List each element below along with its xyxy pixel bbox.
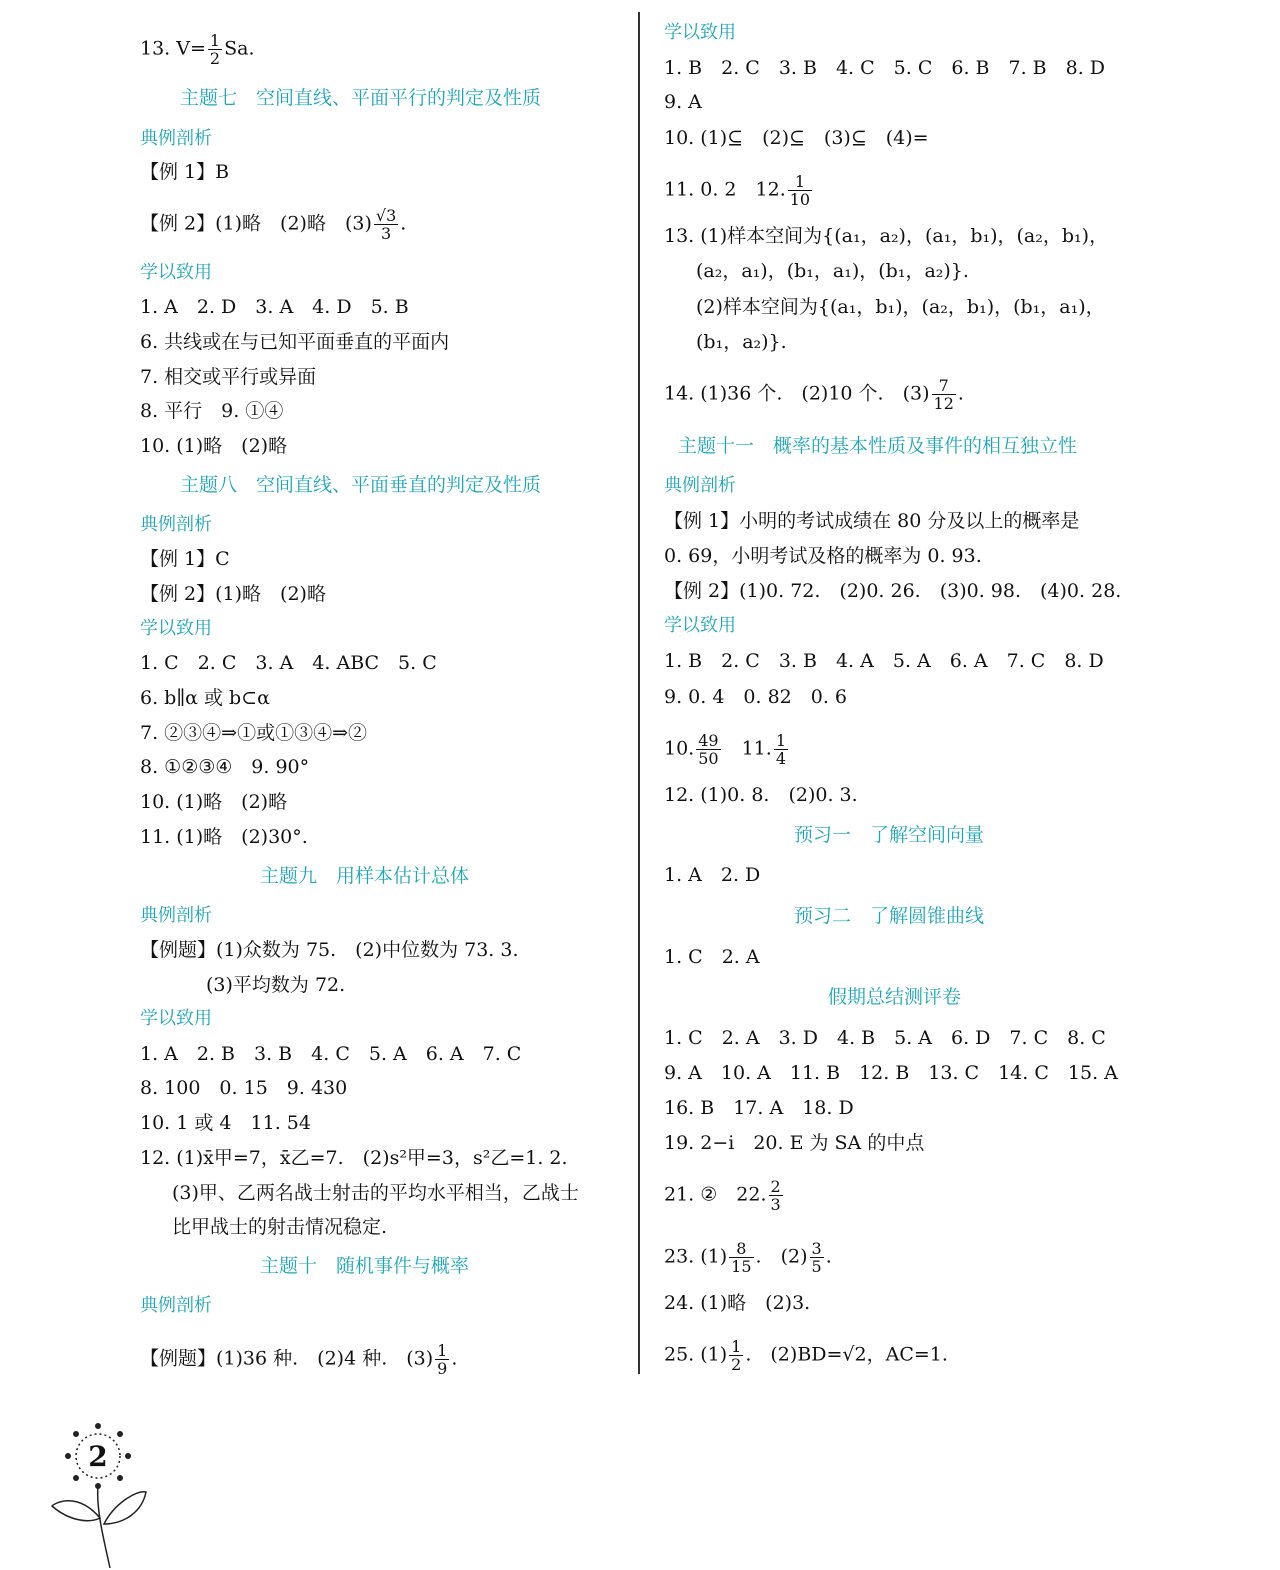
fraction bbox=[374, 207, 398, 242]
fraction-denominator: 15 bbox=[731, 1257, 752, 1276]
answer-text: . bbox=[451, 1347, 458, 1370]
answer-text: 11. 0. 2 12. bbox=[664, 178, 786, 201]
fraction bbox=[769, 1178, 783, 1213]
answer-line: 1. C 2. C 3. A 4. ABC 5. C bbox=[140, 652, 437, 674]
fraction-numerator: 7 bbox=[932, 377, 956, 395]
fraction-numerator: 2 bbox=[770, 1177, 781, 1196]
subheading-practice: 学以致用 bbox=[140, 618, 212, 639]
subheading-examples: 典例剖析 bbox=[140, 905, 212, 926]
answer-line: 【例题】(1)众数为 75. (2)中位数为 73. 3. bbox=[140, 939, 519, 961]
fraction-denominator: 4 bbox=[775, 749, 786, 768]
answer-line: (b₁，a₂)}. bbox=[696, 331, 787, 353]
answer-line bbox=[140, 207, 406, 242]
fraction-numerator: 1 bbox=[775, 731, 786, 750]
answer-line bbox=[664, 732, 790, 767]
answer-line: (2)样本空间为{(a₁，b₁)，(a₂，b₁)，(b₁，a₁)， bbox=[696, 296, 1105, 318]
answer-line: 9. 0. 4 0. 82 0. 6 bbox=[664, 686, 848, 708]
answer-line: 【例 1】C bbox=[140, 548, 230, 570]
fraction-denominator: 9 bbox=[437, 1359, 448, 1378]
fraction-denominator: 2 bbox=[209, 49, 221, 68]
section-heading-topic-11: 主题十一 概率的基本性质及事件的相互独立性 bbox=[678, 435, 1078, 457]
answer-text: 【例 2】(1)略 (2)略 (3) bbox=[140, 212, 372, 235]
answer-line: 1. A 2. D bbox=[664, 864, 761, 886]
fraction-denominator: 12 bbox=[933, 394, 954, 413]
fraction-numerator: 1 bbox=[209, 31, 221, 50]
subheading-examples: 典例剖析 bbox=[140, 1295, 212, 1316]
answer-line bbox=[664, 1240, 832, 1275]
answer-text: 【例题】(1)36 种. (2)4 种. (3) bbox=[140, 1347, 434, 1370]
answer-line: 12. (1)0. 8. (2)0. 3. bbox=[664, 784, 858, 806]
fraction-numerator: 3 bbox=[811, 1239, 822, 1258]
answer-line: 10. (1)略 (2)略 bbox=[140, 791, 288, 813]
answer-line: (a₂，a₁)，(b₁，a₁)，(b₁，a₂)}. bbox=[696, 260, 969, 282]
answer-line: (3)平均数为 72. bbox=[206, 974, 346, 996]
answer-line: 24. (1)略 (2)3. bbox=[664, 1292, 811, 1314]
answer-text: . (2)BD=√2，AC=1. bbox=[745, 1343, 948, 1366]
answer-text: 21. ② 22. bbox=[664, 1183, 767, 1206]
subheading-practice: 学以致用 bbox=[140, 262, 212, 283]
fraction-numerator: 1 bbox=[731, 1337, 742, 1356]
answer-line: (3)甲、乙两名战士射击的平均水平相当，乙战士 bbox=[172, 1182, 579, 1204]
fraction-denominator: 50 bbox=[698, 749, 719, 768]
answer-line: 9. A 10. A 11. B 12. B 13. C 14. C 15. A bbox=[664, 1062, 1118, 1084]
fraction-numerator: 49 bbox=[698, 731, 719, 750]
section-heading-topic-8: 主题八 空间直线、平面垂直的判定及性质 bbox=[180, 474, 542, 496]
answer-line: 1. C 2. A bbox=[664, 946, 760, 968]
answer-line: 10. 1 或 4 11. 54 bbox=[140, 1112, 311, 1134]
answer-line bbox=[664, 173, 814, 208]
answer-line: 12. (1)x̄甲=7，x̄乙=7. (2)s²甲=3，s²乙=1. 2. bbox=[140, 1147, 568, 1169]
section-heading-topic-9: 主题九 用样本估计总体 bbox=[260, 865, 470, 887]
leaf-right bbox=[104, 1492, 146, 1524]
answer-line: 7. ②③④⇒①或①③④⇒② bbox=[140, 722, 368, 744]
answer-text: Sa. bbox=[224, 37, 255, 60]
answer-line: 7. 相交或平行或异面 bbox=[140, 366, 317, 388]
subheading-examples: 典例剖析 bbox=[140, 514, 212, 535]
answer-text: . bbox=[825, 1245, 832, 1268]
fraction-denominator: 2 bbox=[731, 1355, 742, 1374]
fraction bbox=[932, 377, 956, 412]
answer-line: 【例 2】(1)0. 72. (2)0. 26. (3)0. 98. (4)0. 28. bbox=[664, 580, 1122, 602]
answer-line bbox=[664, 1338, 948, 1373]
column-divider bbox=[638, 12, 640, 1374]
fraction-denominator: 3 bbox=[380, 224, 392, 243]
answer-line: 16. B 17. A 18. D bbox=[664, 1097, 854, 1119]
answer-line: 19. 2−i 20. E 为 SA 的中点 bbox=[664, 1132, 925, 1154]
fraction-numerator: 1 bbox=[788, 173, 812, 191]
fraction-denominator: 10 bbox=[789, 190, 811, 209]
fraction bbox=[208, 32, 222, 67]
section-heading-topic-7: 主题七 空间直线、平面平行的判定及性质 bbox=[180, 87, 542, 109]
answer-line: 1. B 2. C 3. B 4. A 5. A 6. A 7. C 8. D bbox=[664, 650, 1104, 672]
answer-line bbox=[140, 32, 254, 67]
answer-line: 8. ①②③④ 9. 90° bbox=[140, 756, 310, 778]
answer-line: 1. A 2. D 3. A 4. D 5. B bbox=[140, 296, 409, 318]
answer-text: 13. V= bbox=[140, 37, 206, 60]
answer-line: 6. b∥α 或 b⊂α bbox=[140, 687, 270, 709]
fraction-numerator: 8 bbox=[729, 1240, 753, 1258]
answer-line: 6. 共线或在与已知平面垂直的平面内 bbox=[140, 331, 450, 353]
subheading-examples: 典例剖析 bbox=[664, 475, 736, 496]
answer-line bbox=[664, 1178, 785, 1213]
answer-line: 8. 平行 9. ①④ bbox=[140, 400, 284, 422]
answer-line: 10. (1)⊆ (2)⊆ (3)⊆ (4)= bbox=[664, 127, 929, 149]
fraction bbox=[788, 173, 812, 208]
fraction bbox=[729, 1338, 743, 1373]
answer-text: . bbox=[400, 212, 407, 235]
flower-stem bbox=[98, 1486, 110, 1568]
subheading-examples: 典例剖析 bbox=[140, 128, 212, 149]
answer-line: 1. A 2. B 3. B 4. C 5. A 6. A 7. C bbox=[140, 1043, 522, 1065]
answer-text: 11. bbox=[741, 737, 772, 760]
subheading-practice: 学以致用 bbox=[664, 615, 736, 636]
answer-line: 10. (1)略 (2)略 bbox=[140, 435, 288, 457]
answer-line: 1. B 2. C 3. B 4. C 5. C 6. B 7. B 8. D bbox=[664, 57, 1106, 79]
answer-line: 0. 69，小明考试及格的概率为 0. 93. bbox=[664, 545, 982, 567]
fraction-numerator: 1 bbox=[437, 1341, 448, 1360]
section-heading-preview-2: 预习二 了解圆锥曲线 bbox=[794, 905, 985, 927]
answer-line: 9. A bbox=[664, 91, 702, 113]
leaf-left bbox=[52, 1501, 100, 1521]
section-heading-topic-10: 主题十 随机事件与概率 bbox=[260, 1255, 470, 1277]
section-heading-preview-1: 预习一 了解空间向量 bbox=[794, 824, 985, 846]
fraction-denominator: 3 bbox=[770, 1195, 781, 1214]
answer-line: 【例 2】(1)略 (2)略 bbox=[140, 583, 326, 605]
fraction bbox=[729, 1240, 753, 1275]
fraction bbox=[435, 1342, 449, 1377]
answer-line: 【例 1】B bbox=[140, 161, 230, 183]
fraction-numerator: √3 bbox=[375, 206, 397, 225]
answer-line: 11. (1)略 (2)30°. bbox=[140, 826, 308, 848]
answer-line: 比甲战士的射击情况稳定. bbox=[172, 1216, 388, 1238]
fraction bbox=[810, 1240, 824, 1275]
section-heading-final-test: 假期总结测评卷 bbox=[828, 986, 962, 1008]
answer-text: . (2) bbox=[755, 1245, 808, 1268]
answer-text: 23. (1) bbox=[664, 1245, 728, 1268]
answer-text: . bbox=[957, 382, 964, 405]
page-number: 2 bbox=[88, 1440, 108, 1473]
subheading-practice: 学以致用 bbox=[664, 22, 736, 43]
answer-line: 8. 100 0. 15 9. 430 bbox=[140, 1077, 348, 1099]
answer-text: 10. bbox=[664, 737, 695, 760]
answer-line: 【例 1】小明的考试成绩在 80 分及以上的概率是 bbox=[664, 510, 1080, 532]
subheading-practice: 学以致用 bbox=[140, 1008, 212, 1029]
answer-text: 25. (1) bbox=[664, 1343, 728, 1366]
answer-line: 1. C 2. A 3. D 4. B 5. A 6. D 7. C 8. C bbox=[664, 1027, 1106, 1049]
fraction bbox=[774, 732, 788, 767]
answer-text: 14. (1)36 个. (2)10 个. (3) bbox=[664, 382, 930, 405]
page-number-badge bbox=[48, 1420, 148, 1570]
answer-line bbox=[664, 377, 964, 412]
answer-line bbox=[140, 1342, 457, 1377]
fraction-denominator: 5 bbox=[811, 1257, 822, 1276]
fraction bbox=[696, 732, 720, 767]
answer-line: 13. (1)样本空间为{(a₁，a₂)，(a₁，b₁)，(a₂，b₁)， bbox=[664, 225, 1109, 247]
